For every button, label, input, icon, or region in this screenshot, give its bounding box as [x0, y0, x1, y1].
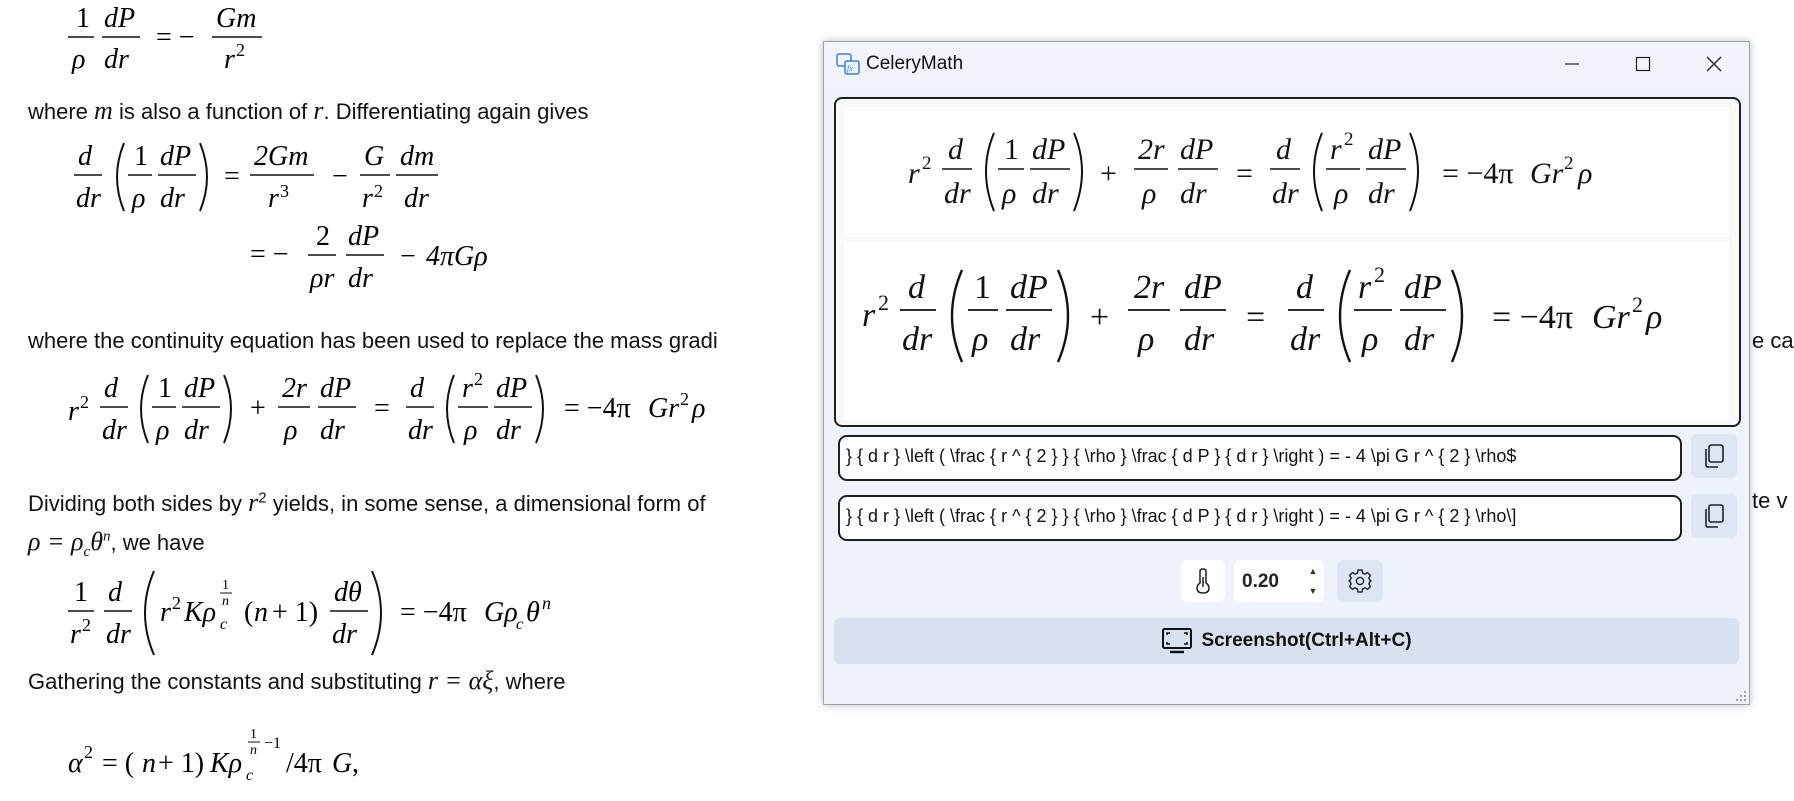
svg-text:d: d — [108, 577, 122, 608]
svg-text:dP: dP — [496, 373, 528, 404]
svg-text:dr: dr — [496, 415, 521, 446]
svg-text:r: r — [70, 619, 81, 650]
latex-inline-field[interactable] — [838, 435, 1682, 481]
svg-text:1: 1 — [158, 373, 172, 404]
svg-text:+: + — [1090, 299, 1110, 336]
equation-alpha — [64, 720, 464, 800]
svg-text:ρ: ρ — [156, 415, 170, 446]
svg-text:dP: dP — [184, 373, 216, 404]
equation-hydrostatic — [60, 0, 290, 80]
svg-text:= −: = − — [250, 239, 289, 270]
svg-text:dr: dr — [1368, 177, 1395, 210]
svg-text:2: 2 — [172, 593, 181, 613]
svg-text:d: d — [948, 133, 963, 166]
svg-text:ρ: ρ — [464, 415, 478, 446]
svg-text:α: α — [68, 748, 83, 779]
svg-text:2: 2 — [316, 221, 330, 252]
svg-text:=: = — [1246, 299, 1266, 336]
svg-text:=: = — [374, 393, 390, 424]
paragraph-text-1: where m is also a function of r. Differentiating again gives — [28, 96, 589, 125]
svg-text:=: = — [224, 161, 240, 192]
temperature-spinbox[interactable] — [1234, 560, 1324, 602]
minimize-button[interactable] — [1537, 42, 1607, 86]
svg-text:dr: dr — [1184, 321, 1215, 358]
svg-text:+: + — [1100, 157, 1117, 190]
svg-text:= −4π: = −4π — [1442, 157, 1514, 190]
svg-text:+ 1): + 1) — [272, 597, 319, 628]
svg-text:dr: dr — [160, 183, 185, 214]
svg-text:dr: dr — [902, 321, 933, 358]
svg-text:n: n — [142, 748, 156, 779]
svg-text:dr: dr — [1010, 321, 1041, 358]
svg-text:/4π: /4π — [286, 748, 322, 779]
paragraph-text-3-line2: $\rho = \rho_c\theta^n$, we have — [28, 527, 205, 561]
svg-text:n: n — [222, 594, 229, 609]
formula-preview — [834, 97, 1741, 427]
svg-text:d: d — [410, 373, 424, 404]
celerymath-app-icon — [836, 52, 860, 76]
svg-text:1: 1 — [1004, 133, 1019, 166]
temperature-indicator — [1181, 560, 1225, 602]
svg-text:dm: dm — [400, 141, 435, 172]
latex-inline-input[interactable] — [840, 437, 1678, 475]
svg-text:ρr: ρr — [310, 263, 335, 294]
svg-text:Kρ: Kρ — [184, 597, 217, 628]
svg-text:−: − — [400, 241, 416, 272]
svg-text:G: G — [364, 141, 385, 172]
svg-text:r: r — [68, 396, 79, 427]
svg-text:dr: dr — [184, 415, 209, 446]
svg-text:d: d — [1296, 269, 1313, 306]
svg-text:2: 2 — [922, 153, 932, 174]
screenshot-button-label: Screenshot(Ctrl+Alt+C) — [1201, 630, 1412, 651]
resize-grip-icon[interactable] — [1735, 690, 1747, 702]
svg-text:2: 2 — [474, 369, 483, 389]
svg-text:2: 2 — [1632, 292, 1643, 317]
svg-text:r: r — [908, 157, 920, 190]
svg-text:Gr: Gr — [1530, 157, 1564, 190]
svg-text:dP: dP — [1404, 269, 1442, 306]
svg-text:2: 2 — [374, 181, 383, 201]
svg-text:Gr: Gr — [1592, 299, 1630, 336]
svg-text:= −4π: = −4π — [400, 597, 467, 628]
paragraph-text-3-tail: te v — [1752, 488, 1788, 513]
svg-text:−: − — [332, 161, 348, 192]
svg-text:dr: dr — [320, 415, 345, 446]
temperature-input[interactable] — [1240, 560, 1304, 604]
svg-text:θ: θ — [526, 597, 540, 628]
svg-text:dP: dP — [104, 3, 136, 34]
svg-text:dr: dr — [404, 183, 429, 214]
rendered-formula-display — [844, 242, 1729, 420]
svg-text:dr: dr — [408, 415, 433, 446]
svg-text:r: r — [1358, 269, 1372, 306]
svg-text:ρ: ρ — [1142, 177, 1157, 210]
svg-text:1: 1 — [74, 577, 88, 608]
window-title: CeleryMath — [866, 53, 964, 74]
svg-text:c: c — [220, 616, 228, 633]
svg-text:c: c — [246, 767, 254, 784]
svg-text:dP: dP — [320, 373, 352, 404]
svg-text:=: = — [1236, 157, 1253, 190]
svg-text:dr: dr — [1180, 177, 1207, 210]
svg-text:ρ: ρ — [1362, 321, 1379, 358]
settings-button[interactable] — [1337, 560, 1383, 602]
equation-second-derivative — [70, 135, 550, 305]
maximize-icon — [1635, 56, 1651, 72]
svg-text:ρ: ρ — [972, 321, 989, 358]
svg-text:dr: dr — [944, 177, 971, 210]
svg-text:dr: dr — [76, 183, 101, 214]
svg-text:1: 1 — [974, 269, 991, 306]
svg-text:G: G — [332, 748, 353, 779]
svg-text:dP: dP — [1032, 133, 1066, 166]
paragraph-text-2-tail: e ca — [1752, 328, 1794, 353]
svg-text:dr: dr — [1290, 321, 1321, 358]
svg-text:dr: dr — [1404, 321, 1435, 358]
svg-text:c: c — [516, 616, 524, 633]
svg-text:Gr: Gr — [648, 393, 680, 424]
screenshot-button[interactable] — [834, 618, 1739, 664]
svg-text:dP: dP — [348, 221, 380, 252]
svg-text:,: , — [352, 748, 359, 779]
svg-text:2r: 2r — [1138, 133, 1165, 166]
latex-display-input[interactable] — [840, 497, 1678, 535]
svg-text:2: 2 — [1344, 129, 1354, 150]
svg-text:dr: dr — [348, 263, 373, 294]
svg-text:r: r — [462, 373, 473, 404]
title-bar[interactable] — [824, 42, 1749, 86]
svg-text:dr: dr — [1032, 177, 1059, 210]
svg-text:Kρ: Kρ — [210, 748, 243, 779]
svg-text:dθ: dθ — [334, 577, 362, 608]
svg-text:Gm: Gm — [216, 3, 257, 34]
copy-inline-button[interactable] — [1691, 434, 1737, 478]
svg-text:ρ: ρ — [1578, 157, 1593, 190]
svg-text:r: r — [862, 297, 876, 334]
equation-lane-emden-dimensional — [64, 565, 624, 675]
svg-text:3: 3 — [280, 181, 289, 201]
svg-text:1: 1 — [222, 578, 229, 593]
svg-text:2: 2 — [878, 290, 889, 315]
svg-text:ρ: ρ — [1334, 177, 1349, 210]
close-icon — [1706, 56, 1722, 72]
svg-text:dr: dr — [102, 415, 127, 446]
svg-text:dr: dr — [332, 619, 357, 650]
svg-text:dr: dr — [1272, 177, 1299, 210]
copy-display-button[interactable] — [1691, 494, 1737, 538]
svg-text:2: 2 — [236, 40, 245, 60]
svg-text:ρ: ρ — [1138, 321, 1155, 358]
svg-text:ρ: ρ — [132, 183, 146, 214]
increment-arrow-icon[interactable]: ▲ — [1308, 566, 1318, 576]
svg-text:2: 2 — [1374, 262, 1385, 287]
svg-text:2: 2 — [84, 742, 93, 762]
svg-text:ρ: ρ — [1646, 299, 1663, 336]
paragraph-text-4: Gathering the constants and substituting r = αξ, where — [28, 666, 566, 695]
paragraph-text-2: where the continuity equation has been used to replace the mass gradi — [28, 328, 718, 353]
svg-text:dP: dP — [1010, 269, 1048, 306]
svg-text:2: 2 — [680, 389, 689, 409]
svg-text:dP: dP — [1180, 133, 1214, 166]
svg-text:2: 2 — [80, 392, 89, 412]
thermometer-icon — [1195, 568, 1211, 594]
celerymath-window — [823, 41, 1750, 705]
svg-text:= −: = − — [156, 22, 195, 53]
svg-text:dr: dr — [104, 44, 129, 75]
svg-text:n: n — [542, 593, 551, 613]
svg-text:r: r — [160, 597, 171, 628]
svg-text:2r: 2r — [1134, 269, 1165, 306]
svg-text:2: 2 — [82, 615, 91, 635]
svg-text:n: n — [250, 743, 257, 758]
svg-text:= −4π: = −4π — [564, 393, 631, 424]
copy-icon — [1703, 504, 1725, 528]
svg-text:r: r — [362, 183, 373, 214]
svg-text:d: d — [78, 141, 92, 172]
equation-combined — [64, 365, 784, 465]
svg-text:2Gm: 2Gm — [254, 141, 309, 172]
svg-text:n: n — [254, 597, 268, 628]
svg-text:= −4π: = −4π — [1492, 299, 1574, 336]
svg-text:1: 1 — [250, 727, 257, 742]
svg-text:+: + — [250, 393, 266, 424]
svg-text:ρ: ρ — [72, 44, 86, 75]
minimize-icon — [1564, 56, 1580, 72]
svg-text:dP: dP — [160, 141, 192, 172]
svg-text:−1: −1 — [264, 735, 282, 752]
svg-text:r: r — [224, 44, 235, 75]
svg-text:1: 1 — [134, 141, 148, 172]
svg-text:1: 1 — [76, 3, 90, 34]
gear-icon — [1348, 569, 1372, 593]
svg-text:dr: dr — [106, 619, 131, 650]
latex-display-field[interactable] — [838, 495, 1682, 541]
rendered-formula-inline — [844, 107, 1729, 237]
svg-text:r: r — [268, 183, 279, 214]
svg-text:2r: 2r — [282, 373, 307, 404]
svg-text:r: r — [1330, 133, 1342, 166]
svg-text:ρ: ρ — [284, 415, 298, 446]
paragraph-text-3: Dividing both sides by $r^2$ yields, in some sense, a dimensional form of — [28, 488, 706, 517]
svg-text:d: d — [104, 373, 118, 404]
copy-icon — [1703, 444, 1725, 468]
screen-icon — [1161, 627, 1193, 655]
svg-text:(: ( — [244, 597, 254, 628]
svg-text:d: d — [908, 269, 925, 306]
svg-text:d: d — [1276, 133, 1291, 166]
svg-text:= (: = ( — [102, 748, 135, 779]
svg-text:dP: dP — [1368, 133, 1402, 166]
svg-text:dP: dP — [1184, 269, 1222, 306]
close-button[interactable] — [1679, 42, 1749, 86]
svg-text:4πGρ: 4πGρ — [426, 241, 488, 272]
svg-text:fx: fx — [847, 64, 853, 73]
svg-text:+ 1): + 1) — [158, 748, 205, 779]
svg-text:ρ: ρ — [692, 393, 706, 424]
maximize-button[interactable] — [1608, 42, 1678, 86]
svg-text:ρ: ρ — [1002, 177, 1017, 210]
svg-text:Gρ: Gρ — [484, 597, 518, 628]
decrement-arrow-icon[interactable]: ▼ — [1308, 586, 1318, 596]
svg-text:2: 2 — [1564, 153, 1574, 174]
